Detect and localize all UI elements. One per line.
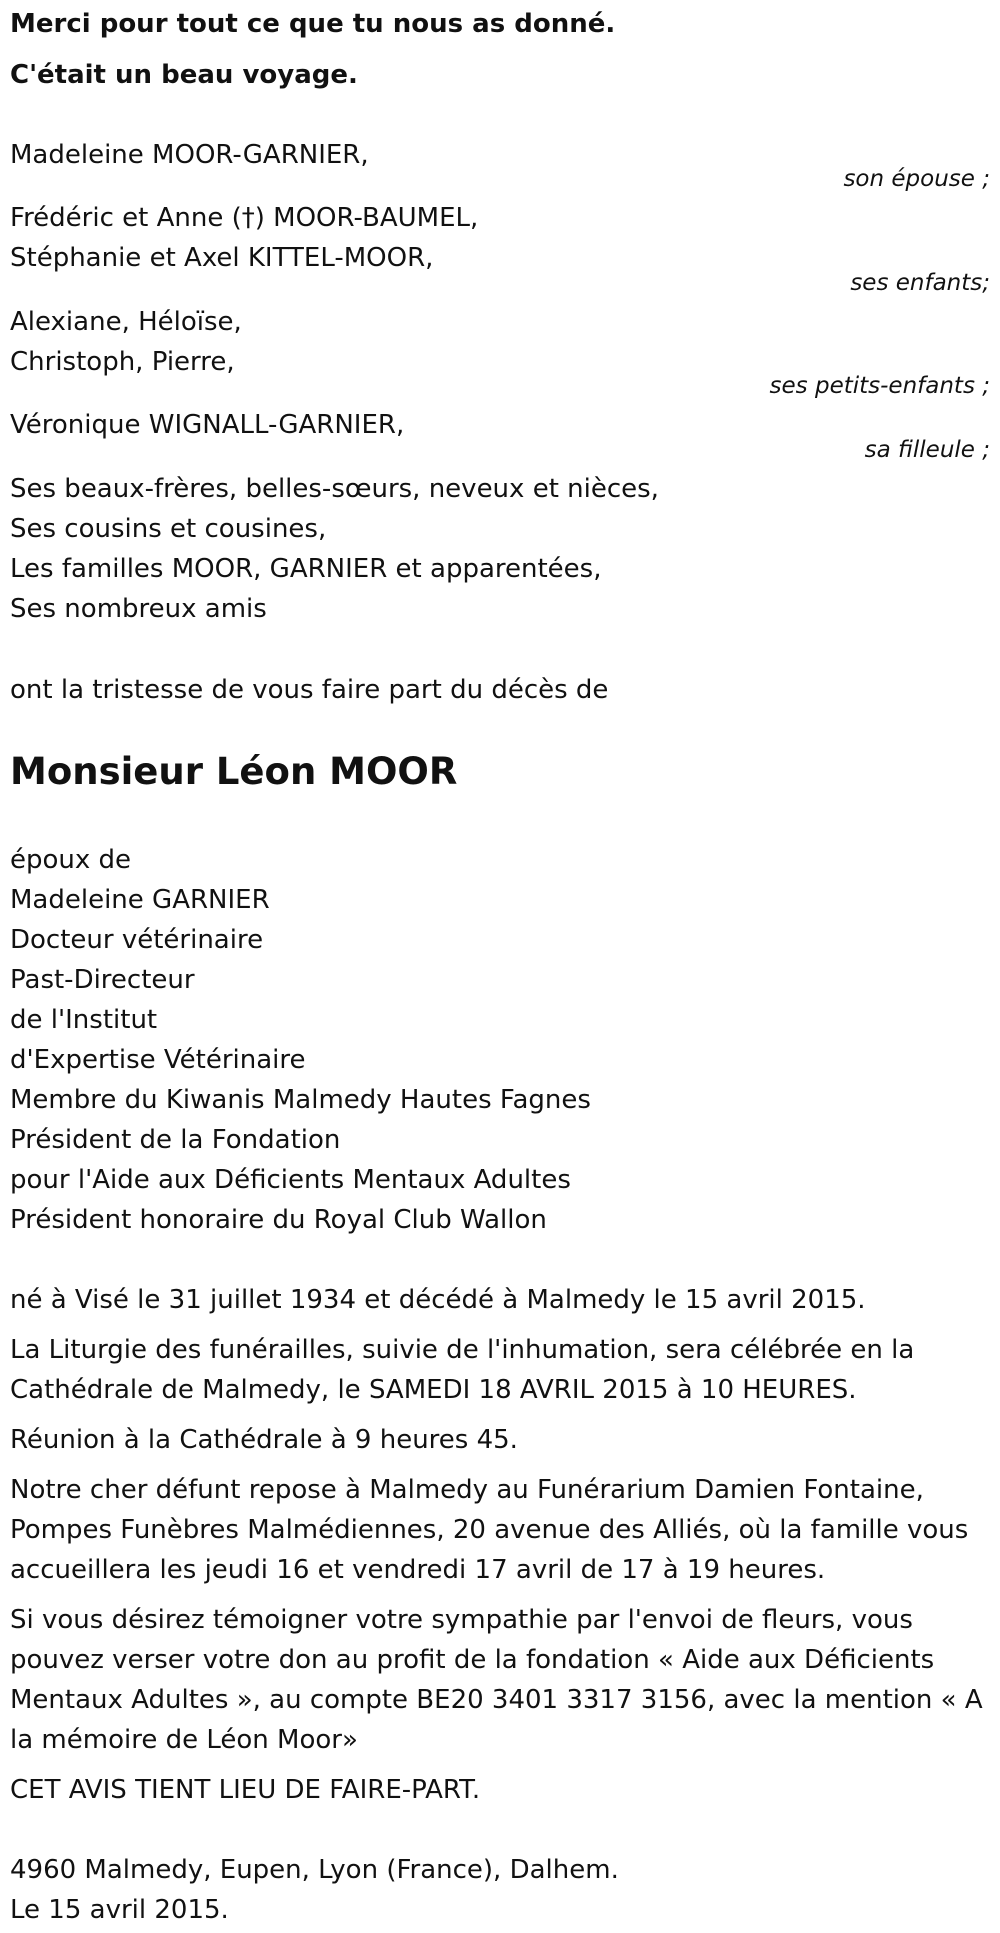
title-line: Past-Directeur <box>10 965 195 995</box>
title-line: de l'Institut <box>10 1005 158 1035</box>
announcement: ont la tristesse de vous faire part du décès de <box>10 675 609 705</box>
title-line: Président honoraire du Royal Club Wallon <box>10 1205 547 1235</box>
grandchildren-role: ses petits-enfants ; <box>769 373 990 399</box>
liturgy-paragraph: La Liturgie des funérailles, suivie de l'inhumation, sera célébrée en la Cathédrale de Malmedy, le SAMEDI 18 AVRIL 2015 à 10 HEURES. <box>10 1335 915 1405</box>
title-line: Président de la Fondation <box>10 1125 341 1155</box>
deceased-name: Monsieur Léon MOOR <box>10 750 458 793</box>
birth-death-line: né à Visé le 31 juillet 1934 et décédé à Malmedy le 15 avril 2015. <box>10 1285 866 1315</box>
spouse-role: son épouse ; <box>843 166 990 192</box>
goddaughter-name: Véronique WIGNALL-GARNIER, <box>10 410 405 440</box>
goddaughter-role: sa filleule ; <box>864 437 990 463</box>
relatives-1: Ses beaux-frères, belles-sœurs, neveux et nièces, <box>10 474 659 504</box>
title-line: d'Expertise Vétérinaire <box>10 1045 306 1075</box>
date-line: Le 15 avril 2015. <box>10 1895 229 1925</box>
relatives-2: Ses cousins et cousines, <box>10 514 327 544</box>
child-2: Stéphanie et Axel KITTEL-MOOR, <box>10 243 434 273</box>
spouse-name: Madeleine MOOR-GARNIER, <box>10 140 369 170</box>
title-line: époux de <box>10 845 132 875</box>
notice-line: CET AVIS TIENT LIEU DE FAIRE-PART. <box>10 1775 481 1805</box>
places-line: 4960 Malmedy, Eupen, Lyon (France), Dalhem. <box>10 1855 619 1885</box>
donation-paragraph: Si vous désirez témoigner votre sympathie par l'envoi de fleurs, vous pouvez verser votre don au profit de la fondation « Aide aux Déficients Mentaux Adultes », au compte BE20 3401 3317 3156, avec la mention « A la mémoire de Léon Moor» <box>10 1605 983 1755</box>
children-role: ses enfants; <box>850 270 990 296</box>
child-1: Frédéric et Anne (†) MOOR-BAUMEL, <box>10 203 479 233</box>
header-line-1: Merci pour tout ce que tu nous as donné. <box>10 9 616 39</box>
title-line: Madeleine GARNIER <box>10 885 270 915</box>
title-line: Docteur vétérinaire <box>10 925 264 955</box>
relatives-3: Les familles MOOR, GARNIER et apparentées, <box>10 554 602 584</box>
header-line-2: C'était un beau voyage. <box>10 60 358 90</box>
title-line: Membre du Kiwanis Malmedy Hautes Fagnes <box>10 1085 591 1115</box>
meeting-line: Réunion à la Cathédrale à 9 heures 45. <box>10 1425 518 1455</box>
relatives-4: Ses nombreux amis <box>10 594 267 624</box>
grandchild-2: Christoph, Pierre, <box>10 347 235 377</box>
grandchild-1: Alexiane, Héloïse, <box>10 307 242 337</box>
rests-paragraph: Notre cher défunt repose à Malmedy au Funérarium Damien Fontaine, Pompes Funèbres Malmédiennes, 20 avenue des Alliés, où la famille vous accueillera les jeudi 16 et vendredi 17 avril de 17 à 19 heures. <box>10 1475 969 1585</box>
title-line: pour l'Aide aux Déficients Mentaux Adultes <box>10 1165 571 1195</box>
